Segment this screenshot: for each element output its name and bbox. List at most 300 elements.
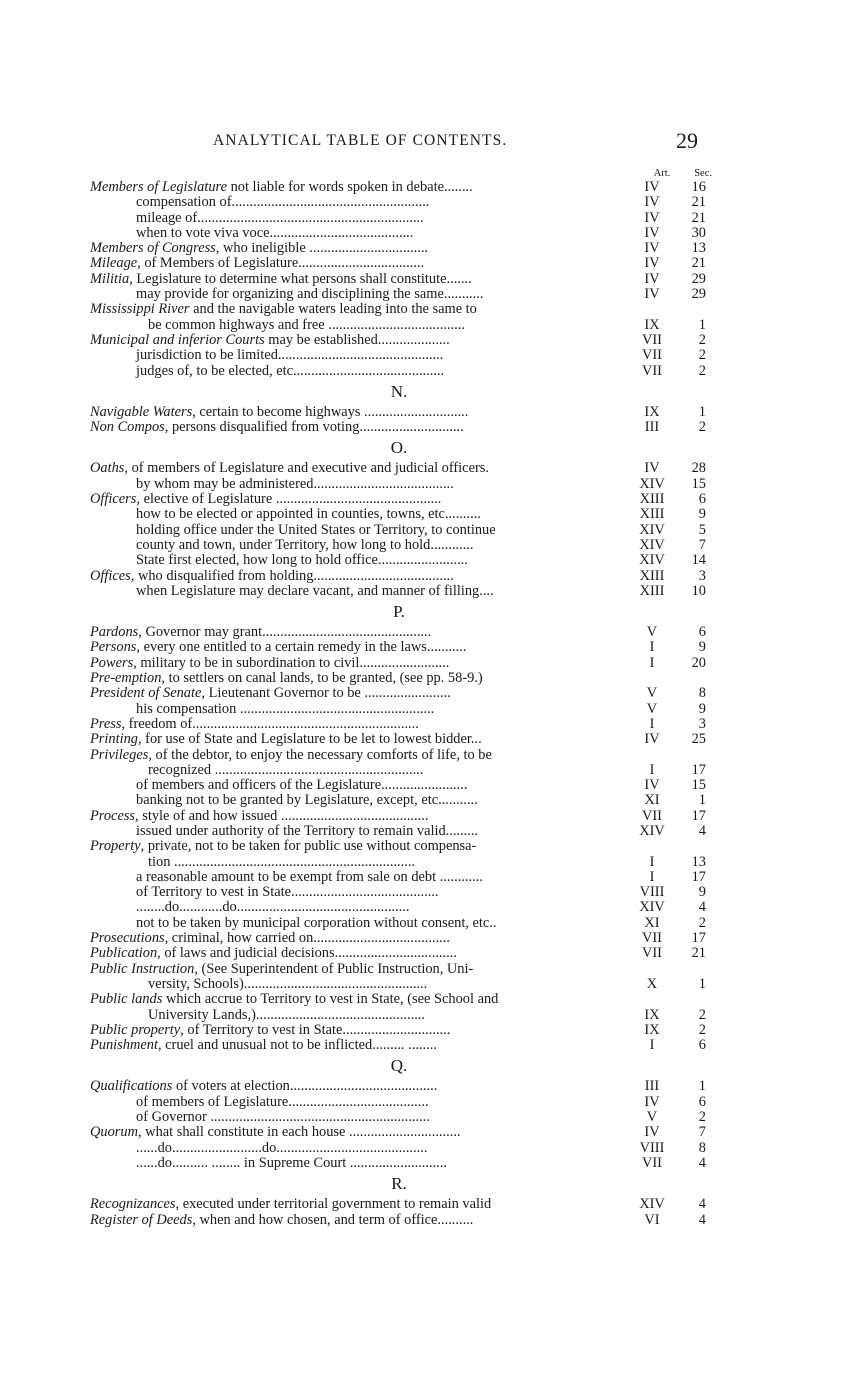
contents-entry [90, 732, 710, 747]
entry-topic: Publication [90, 946, 158, 962]
contents-entry [90, 569, 710, 584]
entry-text [90, 405, 632, 420]
entry-text [90, 809, 632, 824]
entry-article: V [646, 700, 658, 717]
entry-text [90, 732, 632, 747]
entry-article: VII [642, 807, 662, 824]
entry-topic: Process [90, 808, 136, 824]
contents-entry [90, 348, 710, 363]
entry-text [90, 461, 632, 476]
entry-section: 1 [698, 1078, 706, 1095]
contents-entry [90, 538, 710, 553]
contents-entry [90, 702, 710, 717]
entry-text [90, 569, 632, 584]
entry-description: , private, not to be taken for public use without compensa- [140, 839, 477, 855]
entry-topic: Offices [90, 568, 131, 584]
entry-article: VIII [639, 1139, 665, 1156]
entry-description: University Lands,)............................................... [148, 1007, 425, 1023]
entry-text [90, 523, 632, 538]
entry-article: I [649, 639, 655, 656]
entry-section: 8 [698, 685, 706, 702]
entry-section: 2 [698, 419, 706, 436]
contents-entry [90, 318, 710, 333]
contents-entry [90, 1023, 710, 1038]
contents-entry [90, 717, 710, 732]
entry-section: 1 [698, 975, 706, 992]
contents-entry [90, 1125, 710, 1140]
entry-article: XIII [639, 491, 665, 508]
contents-entry [90, 180, 710, 195]
entry-section: 21 [691, 945, 706, 962]
entry-text [90, 584, 632, 599]
entry-description: , who disqualified from holding....................................... [130, 568, 454, 584]
entry-description: ......do.........................do.......................................... [136, 1140, 428, 1156]
entry-topic: Pardons [90, 625, 139, 641]
contents-entry [90, 946, 710, 961]
entry-topic: Public Instruction [90, 961, 195, 977]
section-letter: N. [390, 381, 408, 401]
entry-article: I [649, 654, 655, 671]
entry-section: 7 [698, 1124, 706, 1141]
contents-entry [90, 364, 710, 379]
entry-description: , executed under territorial government to remain valid [175, 1197, 492, 1213]
entry-description: ........do............do................................................ [136, 900, 410, 916]
entry-article: VII [642, 331, 662, 348]
entry-text [90, 992, 632, 1007]
entry-text [90, 625, 632, 640]
contents-entry [90, 553, 710, 568]
entry-section: 17 [691, 761, 706, 778]
entry-section: 4 [698, 1211, 706, 1228]
entry-section: 14 [691, 552, 706, 569]
entry-description: how to be elected or appointed in counties, towns, etc.......... [136, 507, 481, 523]
entry-section: 13 [691, 853, 706, 870]
sec-column-header: Sec. [694, 168, 712, 179]
entry-topic: Printing [90, 732, 138, 748]
entry-description: , for use of State and Legislature to be let to lowest bidder... [137, 732, 482, 748]
entry-text [90, 977, 632, 992]
entry-description: versity, Schools)................................................... [148, 976, 428, 992]
entry-topic: Mississippi River [90, 302, 190, 318]
entry-description: , of members of Legislature and executive and judicial officers. [124, 461, 489, 477]
entry-article: IV [644, 194, 660, 211]
entry-text [90, 241, 632, 256]
contents-entry [90, 977, 710, 992]
art-column-header: Art. [653, 168, 671, 179]
section-letter: R. [391, 1174, 407, 1194]
contents-entry [90, 302, 710, 317]
contents-entry [90, 1038, 710, 1053]
entry-section: 5 [698, 521, 706, 538]
entry-section: 7 [698, 536, 706, 553]
entry-description: , elective of Legislature .............................................. [136, 492, 442, 508]
entry-section: 2 [698, 1006, 706, 1023]
contents-entry [90, 900, 710, 915]
entry-topic: Property [90, 839, 141, 855]
entry-article: VII [642, 347, 662, 364]
entry-topic: Persons [90, 640, 137, 656]
entry-text [90, 931, 632, 946]
entry-text [90, 318, 632, 333]
entry-text [90, 420, 632, 435]
entry-text [90, 507, 632, 522]
entry-section: 29 [691, 270, 706, 287]
entry-article: IV [644, 240, 660, 257]
entry-description: , of Territory to vest in State.............................. [180, 1022, 451, 1038]
entry-topic: Navigable Waters [90, 404, 193, 420]
entry-text [90, 1125, 632, 1140]
entry-text [90, 900, 632, 915]
entry-topic: Press [90, 716, 122, 732]
entry-description: when to vote viva voce........................................ [136, 225, 414, 241]
entry-description: holding office under the United States or Territory, to continue [136, 522, 496, 538]
entry-text [90, 870, 632, 885]
entry-text [90, 640, 632, 655]
entry-description: , persons disqualified from voting............................. [164, 420, 464, 436]
entry-article: XIII [639, 506, 665, 523]
entry-article: I [649, 1037, 655, 1054]
entry-text [90, 916, 632, 931]
entry-article: IV [644, 460, 660, 477]
entry-description: his compensation ...................................................... [136, 701, 435, 717]
entry-text [90, 256, 632, 271]
entry-description: , what shall constitute in each house ............................... [137, 1125, 461, 1141]
contents-entry [90, 1197, 710, 1212]
entry-section: 21 [691, 194, 706, 211]
entry-article: XIV [639, 1196, 665, 1213]
contents-entry [90, 226, 710, 241]
contents-entry [90, 507, 710, 522]
entry-description: mileage of............................................................... [136, 210, 424, 226]
entry-description: not liable for words spoken in debate........ [226, 180, 473, 195]
entry-description: , Lieutenant Governor to be ........................ [201, 686, 451, 702]
entry-article: I [649, 853, 655, 870]
entry-text [90, 195, 632, 210]
entry-description: may provide for organizing and disciplining the same........... [136, 287, 484, 303]
contents-entry [90, 809, 710, 824]
entry-article: IV [644, 286, 660, 303]
entry-text [90, 962, 632, 977]
entry-section: 21 [691, 209, 706, 226]
entry-section: 1 [698, 792, 706, 809]
entry-section: 4 [698, 822, 706, 839]
entry-section: 8 [698, 1139, 706, 1156]
entry-article: XIII [639, 582, 665, 599]
entry-article: XIV [639, 475, 665, 492]
entry-text [90, 1038, 632, 1053]
entry-section: 10 [691, 582, 706, 599]
contents-entry [90, 195, 710, 210]
entry-article: IV [644, 209, 660, 226]
entry-text [90, 538, 632, 553]
entry-topic: Register of Deeds [90, 1212, 193, 1228]
entry-topic: Mileage [90, 256, 138, 272]
entry-topic: Militia [90, 271, 130, 287]
entry-article: IV [644, 1093, 660, 1110]
entry-section: 9 [698, 700, 706, 717]
entry-text [90, 717, 632, 732]
entry-section: 15 [691, 777, 706, 794]
entry-description: when Legislature may declare vacant, and manner of filling.... [136, 583, 494, 599]
contents-entry [90, 461, 710, 476]
entry-article: IV [644, 731, 660, 748]
entry-description: may be established.................... [264, 332, 450, 348]
entry-section: 29 [691, 286, 706, 303]
entry-description: , when and how chosen, and term of office.......... [192, 1212, 474, 1228]
entry-text [90, 272, 632, 287]
entry-topic: Officers [90, 492, 137, 508]
entry-text [90, 1213, 632, 1228]
entry-description: issued under authority of the Territory to remain valid......... [136, 823, 479, 839]
contents-entry [90, 931, 710, 946]
entry-article: XIV [639, 536, 665, 553]
entry-article: IV [644, 255, 660, 272]
entry-section: 2 [698, 362, 706, 379]
entry-article: IV [644, 270, 660, 287]
entry-article: IX [644, 403, 660, 420]
contents-entry [90, 640, 710, 655]
entry-text [90, 1079, 632, 1094]
contents-entry [90, 1141, 710, 1156]
page-title: ANALYTICAL TABLE OF CONTENTS. [213, 132, 508, 149]
entry-article: V [646, 1109, 658, 1126]
entry-description: , (See Superintendent of Public Instruction, Uni- [194, 961, 474, 977]
entry-article: XIV [639, 822, 665, 839]
entry-description: of Territory to vest in State......................................... [136, 885, 439, 901]
entry-topic: Punishment [90, 1038, 158, 1054]
contents-entry [90, 763, 710, 778]
section-letter: O. [390, 438, 408, 458]
contents-entry [90, 1079, 710, 1094]
contents-entry [90, 523, 710, 538]
entry-text [90, 1008, 632, 1023]
entry-article: VII [642, 930, 662, 947]
contents-entry [90, 584, 710, 599]
entry-article: V [646, 624, 658, 641]
entry-text [90, 824, 632, 839]
entry-section: 17 [691, 868, 706, 885]
entry-topic: Pre-emption [90, 671, 162, 687]
entry-text [90, 553, 632, 568]
entry-description: , who ineligible ................................. [215, 241, 429, 257]
contents-entry [90, 686, 710, 701]
contents-list [90, 180, 710, 1228]
entry-description: of voters at election......................................... [172, 1079, 438, 1095]
entry-text [90, 855, 632, 870]
entry-text [90, 226, 632, 241]
entry-description: , cruel and unusual not to be inflicted......... ........ [157, 1038, 437, 1054]
entry-article: IX [644, 1006, 660, 1023]
entry-topic: Oaths [90, 461, 125, 477]
entry-text [90, 477, 632, 492]
entry-topic: Public property [90, 1022, 181, 1038]
entry-section: 4 [698, 1154, 706, 1171]
entry-description: , freedom of............................................................... [121, 716, 419, 732]
contents-entry [90, 1213, 710, 1228]
entry-description: of members of Legislature....................................... [136, 1094, 429, 1110]
entry-article: V [646, 685, 658, 702]
contents-entry [90, 625, 710, 640]
entry-article: VII [642, 362, 662, 379]
entry-description: banking not to be granted by Legislature, except, etc........... [136, 793, 478, 809]
entry-article: VI [644, 1211, 660, 1228]
entry-description: , of the debtor, to enjoy the necessary comforts of life, to be [148, 747, 492, 763]
entry-section: 9 [698, 884, 706, 901]
entry-section: 28 [691, 460, 706, 477]
contents-entry [90, 992, 710, 1007]
entry-text [90, 180, 632, 195]
entry-section: 3 [698, 567, 706, 584]
entry-description: jurisdiction to be limited.............................................. [136, 348, 444, 364]
entry-article: I [649, 761, 655, 778]
contents-entry [90, 748, 710, 763]
entry-article: IX [644, 316, 660, 333]
entry-text [90, 348, 632, 363]
entry-description: of Governor ............................................................. [136, 1110, 430, 1126]
entry-text [90, 1023, 632, 1038]
entry-topic: Powers [90, 655, 134, 671]
entry-article: III [644, 1078, 660, 1095]
entry-text [90, 946, 632, 961]
contents-entry [90, 656, 710, 671]
contents-entry [90, 1110, 710, 1125]
contents-entry [90, 1095, 710, 1110]
entry-description: , style of and how issued ......................................... [135, 808, 429, 824]
entry-section: 21 [691, 255, 706, 272]
entry-text [90, 885, 632, 900]
contents-entry [90, 241, 710, 256]
entry-text [90, 656, 632, 671]
entry-section: 25 [691, 731, 706, 748]
contents-entry [90, 1156, 710, 1171]
entry-article: IV [644, 179, 660, 195]
entry-description: compensation of....................................................... [136, 195, 430, 211]
entry-article: VII [642, 1154, 662, 1171]
entry-text [90, 763, 632, 778]
entry-topic: Members of Legislature [90, 180, 227, 195]
entry-text [90, 302, 632, 317]
entry-article: I [649, 715, 655, 732]
contents-entry [90, 1008, 710, 1023]
running-head [0, 128, 859, 156]
entry-section: 6 [698, 491, 706, 508]
entry-text [90, 1110, 632, 1125]
entry-description: ......do.......... ........ in Supreme Court ........................... [136, 1155, 447, 1171]
entry-description: tion ................................................................... [148, 854, 416, 870]
contents-entry [90, 211, 710, 226]
entry-article: IX [644, 1021, 660, 1038]
entry-section: 30 [691, 224, 706, 241]
entry-article: VII [642, 945, 662, 962]
entry-text [90, 671, 632, 686]
entry-text [90, 778, 632, 793]
contents-entry [90, 256, 710, 271]
entry-topic: Quorum [90, 1125, 138, 1141]
entry-description: and the navigable waters leading into the same to [189, 302, 477, 318]
section-letter: Q. [390, 1056, 408, 1076]
entry-description: , to settlers on canal lands, to be granted, (see pp. 58-9.) [161, 671, 483, 687]
entry-topic: Privileges [90, 747, 149, 763]
entry-description: county and town, under Territory, how long to hold............ [136, 537, 474, 553]
entry-description: recognized .......................................................... [148, 762, 424, 778]
entry-description: judges of, to be elected, etc.......................................... [136, 363, 445, 379]
contents-entry [90, 793, 710, 808]
entry-text [90, 1095, 632, 1110]
entry-description: , of Members of Legislature................................... [137, 256, 425, 272]
contents-entry [90, 671, 710, 686]
section-letter: P. [393, 602, 405, 622]
entry-text [90, 1141, 632, 1156]
entry-article: XI [644, 914, 660, 931]
contents-entry [90, 420, 710, 435]
entry-description: not to be taken by municipal corporation without consent, etc.. [136, 915, 497, 931]
entry-article: XIV [639, 552, 665, 569]
entry-description: by whom may be administered....................................... [136, 476, 454, 492]
entry-section: 1 [698, 403, 706, 420]
entry-description: which accrue to Territory to vest in State, (see School and [162, 992, 499, 1008]
entry-text [90, 1156, 632, 1171]
entry-section: 2 [698, 331, 706, 348]
entry-text [90, 211, 632, 226]
entry-article: XIV [639, 521, 665, 538]
contents-entry [90, 778, 710, 793]
page-number: 29 [676, 128, 698, 153]
contents-entry [90, 492, 710, 507]
entry-section: 16 [691, 179, 706, 195]
entry-article: XIV [639, 899, 665, 916]
contents-entry [90, 405, 710, 420]
entry-text [90, 1197, 632, 1212]
contents-entry [90, 855, 710, 870]
contents-entry [90, 333, 710, 348]
entry-text [90, 839, 632, 854]
entry-text [90, 333, 632, 348]
entry-section: 1 [698, 316, 706, 333]
entry-article: XIII [639, 567, 665, 584]
entry-section: 20 [691, 654, 706, 671]
entry-description: , military to be in subordination to civil......................... [133, 655, 450, 671]
entry-topic: Prosecutions [90, 931, 165, 947]
entry-topic: Municipal and inferior Courts [90, 332, 265, 348]
entry-article: I [649, 868, 655, 885]
entry-description: a reasonable amount to be exempt from sale on debt ............ [136, 869, 483, 885]
entry-article: III [644, 419, 660, 436]
entry-section: 15 [691, 475, 706, 492]
entry-article: XI [644, 792, 660, 809]
entry-article: VIII [639, 884, 665, 901]
entry-text [90, 364, 632, 379]
contents-entry [90, 272, 710, 287]
entry-topic: Non Compos [90, 420, 165, 436]
entry-text [90, 702, 632, 717]
contents-entry [90, 916, 710, 931]
entry-description: , Legislature to determine what persons shall constitute....... [129, 271, 472, 287]
entry-article: IV [644, 1124, 660, 1141]
entry-text [90, 686, 632, 701]
entry-section: 4 [698, 899, 706, 916]
entry-section: 6 [698, 1037, 706, 1054]
entry-description: of members and officers of the Legislature........................ [136, 778, 468, 794]
entry-section: 9 [698, 506, 706, 523]
contents-entry [90, 824, 710, 839]
entry-section: 13 [691, 240, 706, 257]
entry-section: 2 [698, 1109, 706, 1126]
contents-entry [90, 885, 710, 900]
entry-description: , every one entitled to a certain remedy in the laws........... [136, 640, 467, 656]
entry-description: , criminal, how carried on...................................... [164, 931, 450, 947]
entry-topic: Members of Congress [90, 241, 216, 257]
contents-entry [90, 962, 710, 977]
